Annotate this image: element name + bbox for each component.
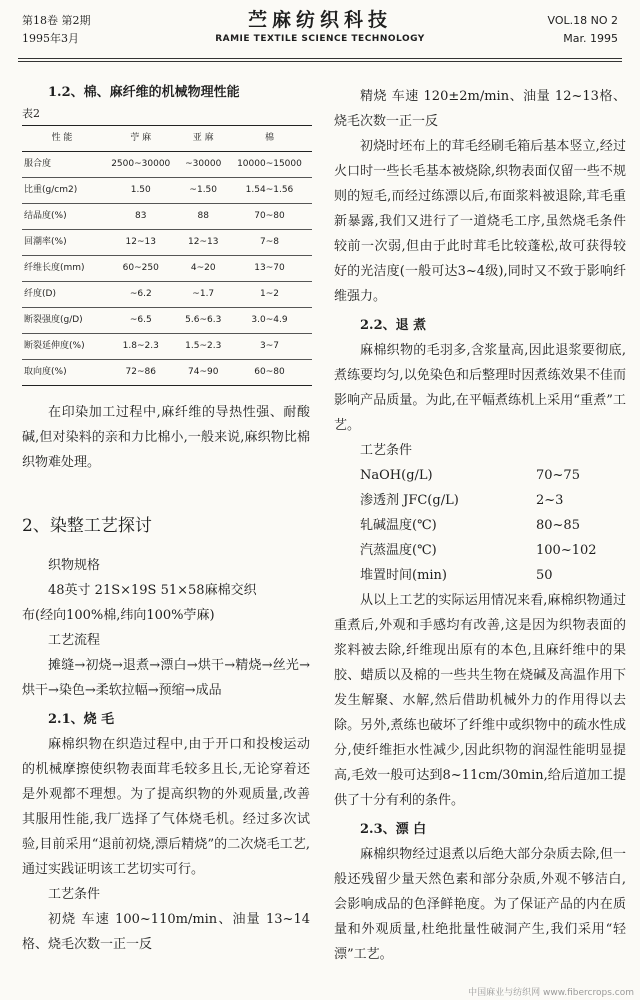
table-cell: ~1.7 [180,282,227,308]
table-cell: 3.0~4.9 [227,308,312,334]
condition-value: 70~75 [536,468,580,483]
table-row-label: 结晶度(%) [22,204,102,230]
initial-singe-conditions: 初烧 车速 100~110m/min、油量 13~14格、烧毛次数一正一反 [22,912,310,952]
table-row [22,282,312,308]
paragraph-singeing: 麻棉织物在织造过程中,由于开口和投梭运动的机械摩擦使织物表面茸毛较多且长,无论穿着还是外观都不理想。为了提高织物的外观质量,改善其服用性能,我厂选择了气体烧毛机。经过多次试验,目前采用“退前初烧,漂后精烧”的二次烧毛工艺,通过实践证明该工艺切实可行。 [22,737,310,877]
condition-value: 2~3 [536,493,564,508]
paragraph-desizing: 麻棉织物的毛羽多,含浆量高,因此退浆要彻底,煮练要均匀,以免染色和后整理时因煮练效果不佳而影响产品质量。为此,在平幅煮练机上采用“重煮”工艺。 [334,343,626,433]
paragraph-fiber-dyeing: 在印染加工过程中,麻纤维的导热性强、耐酸碱,但对染料的亲和力比棉小,一般来说,麻织物比棉织物难处理。 [22,405,310,470]
table-row [22,178,312,204]
fabric-spec-line-2: 布(经向100%棉,纬向100%苧麻) [22,608,215,623]
table-cell: 4~20 [180,256,227,282]
condition-name: 渗透剂 JFC(g/L) [360,493,459,508]
section-2-3-title: 2.3、漂 白 [360,822,427,837]
table-row-label: 纤维长度(mm) [22,256,102,282]
table-cell: 13~70 [227,256,312,282]
table-row-label: 纤度(D) [22,282,102,308]
condition-row [334,463,626,488]
date-en: Mar. 1995 [563,32,618,45]
paragraph-singe-result: 初烧时坯布上的茸毛经刷毛箱后基本竖立,经过火口时一些长毛基本被烧除,织物表面仅留一些不规则的短毛,而经过练漂以后,布面浆料被退除,茸毛重新暴露,我们又进行了一道烧毛工序,虽然烧毛条件较前一次弱,但由于此时茸毛比较蓬松,故可获得较好的光洁度(一般可达3~4级),同时又不致于影响纤维强力。 [334,139,626,304]
journal-title [170,8,470,46]
table-cell: 70~80 [227,204,312,230]
table-header: 棉 [227,126,312,152]
heading-section-2: 2、染整工艺探讨 [22,516,152,536]
fabric-spec-line-1: 48英寸 21S×19S 51×58麻棉交织 [48,583,257,598]
table-header-row [22,126,312,152]
table-row [22,152,312,178]
condition-value: 100~102 [536,543,597,558]
table-cell: 7~8 [227,230,312,256]
desize-conditions-list [334,463,626,588]
process-flow: 摊缝→初烧→退煮→漂白→烘干→精烧→丝光→烘干→染色→柔软拉幅→预缩→成品 [22,658,310,698]
condition-name: 轧碱温度(℃) [360,518,437,533]
table-cell: 10000~15000 [227,152,312,178]
table-cell: 1.8~2.3 [102,334,180,360]
table-cell: 2500~30000 [102,152,180,178]
process-label: 工艺流程 [48,633,101,648]
table-cell: 1.5~2.3 [180,334,227,360]
table-row [22,334,312,360]
condition-value: 50 [536,568,553,583]
table-cell: ~30000 [180,152,227,178]
table-cell: ~6.5 [102,308,180,334]
condition-row [334,538,626,563]
table-cell: 74~90 [180,360,227,386]
table-cell: 88 [180,204,227,230]
header-right [548,12,619,48]
header-rule-thin [18,61,622,62]
header-left [22,12,91,48]
table-header: 性 能 [22,126,102,152]
table-row-label: 取向度(%) [22,360,102,386]
fabric-spec-label: 织物规格 [48,558,101,573]
table-cell: 60~80 [227,360,312,386]
table-cell: 83 [102,204,180,230]
table-row-label: 断裂延伸度(%) [22,334,102,360]
table-row [22,230,312,256]
paragraph-desize-result: 从以上工艺的实际运用情况来看,麻棉织物通过重煮后,外观和手感均有改善,这是因为织物表面的浆料被去除,纤维现出原有的本色,且麻纤维中的果胶、蜡质以及棉的一些共生物在烧碱及高温作用下发生解聚、水解,然后借助机械外力的作用得以去除。另外,煮练也破坏了纤维中或织物中的疏水性成分,使纤维拒水性减少,因此织物的润湿性能明显提高,毛效一般可达到8~11cm/30min,给后道加工提供了十分有利的条件。 [334,593,626,808]
right-column [334,84,626,967]
fiber-properties-table [22,125,312,386]
table-cell: 5.6~6.3 [180,308,227,334]
table-header: 苧 麻 [102,126,180,152]
condition-value: 80~85 [536,518,580,533]
table-row [22,256,312,282]
table-cell: ~1.50 [180,178,227,204]
volume-issue-en: VOL.18 NO 2 [547,14,618,27]
conditions-label-desize: 工艺条件 [360,443,413,458]
table-caption: 表2 [22,107,40,120]
table-cell: 1.50 [102,178,180,204]
table-row [22,308,312,334]
condition-name: NaOH(g/L) [360,468,433,483]
table-cell: 12~13 [180,230,227,256]
section-1-2-title: 1.2、棉、麻纤维的机械物理性能 [48,85,240,100]
journal-title-cn: 苎麻纺织科技 [247,9,392,31]
table-row [22,204,312,230]
condition-row [334,563,626,588]
date-cn: 1995年3月 [22,32,79,45]
table-cell: 12~13 [102,230,180,256]
table-cell: 60~250 [102,256,180,282]
header-rule [18,58,622,59]
fine-singe-conditions: 精烧 车速 120±2m/min、油量 12~13格、烧毛次数一正一反 [334,89,626,129]
section-2-1-title: 2.1、烧 毛 [48,712,115,727]
table-row [22,360,312,386]
table-cell: 1.54~1.56 [227,178,312,204]
volume-issue-cn: 第18卷 第2期 [22,14,91,27]
table-header: 亚 麻 [180,126,227,152]
condition-name: 堆置时间(min) [360,568,448,583]
table-cell: 72~86 [102,360,180,386]
table-row-label: 断裂强度(g/D) [22,308,102,334]
left-column [22,76,310,957]
site-watermark: 中国麻业与纺织网 www.fibercrops.com [468,988,634,998]
table-cell: ~6.2 [102,282,180,308]
table-cell: 1~2 [227,282,312,308]
table-row-label: 比重(g/cm2) [22,178,102,204]
table-cell: 3~7 [227,334,312,360]
condition-row [334,513,626,538]
journal-title-en: RAMIE TEXTILE SCIENCE TECHNOLOGY [215,34,425,44]
table-row-label: 服合度 [22,152,102,178]
table-row-label: 回潮率(%) [22,230,102,256]
conditions-label-singe: 工艺条件 [48,887,101,902]
paragraph-bleaching: 麻棉织物经过退煮以后绝大部分杂质去除,但一般还残留少量天然色素和部分杂质,外观不够洁白,会影响成品的色泽鲜艳度。为了保证产品的内在质量和外观质量,杜绝批量性破洞产生,我们采用“轻漂”工艺。 [334,847,626,962]
condition-name: 汽蒸温度(℃) [360,543,437,558]
page-header [0,0,640,64]
condition-row [334,488,626,513]
section-2-2-title: 2.2、退 煮 [360,318,427,333]
